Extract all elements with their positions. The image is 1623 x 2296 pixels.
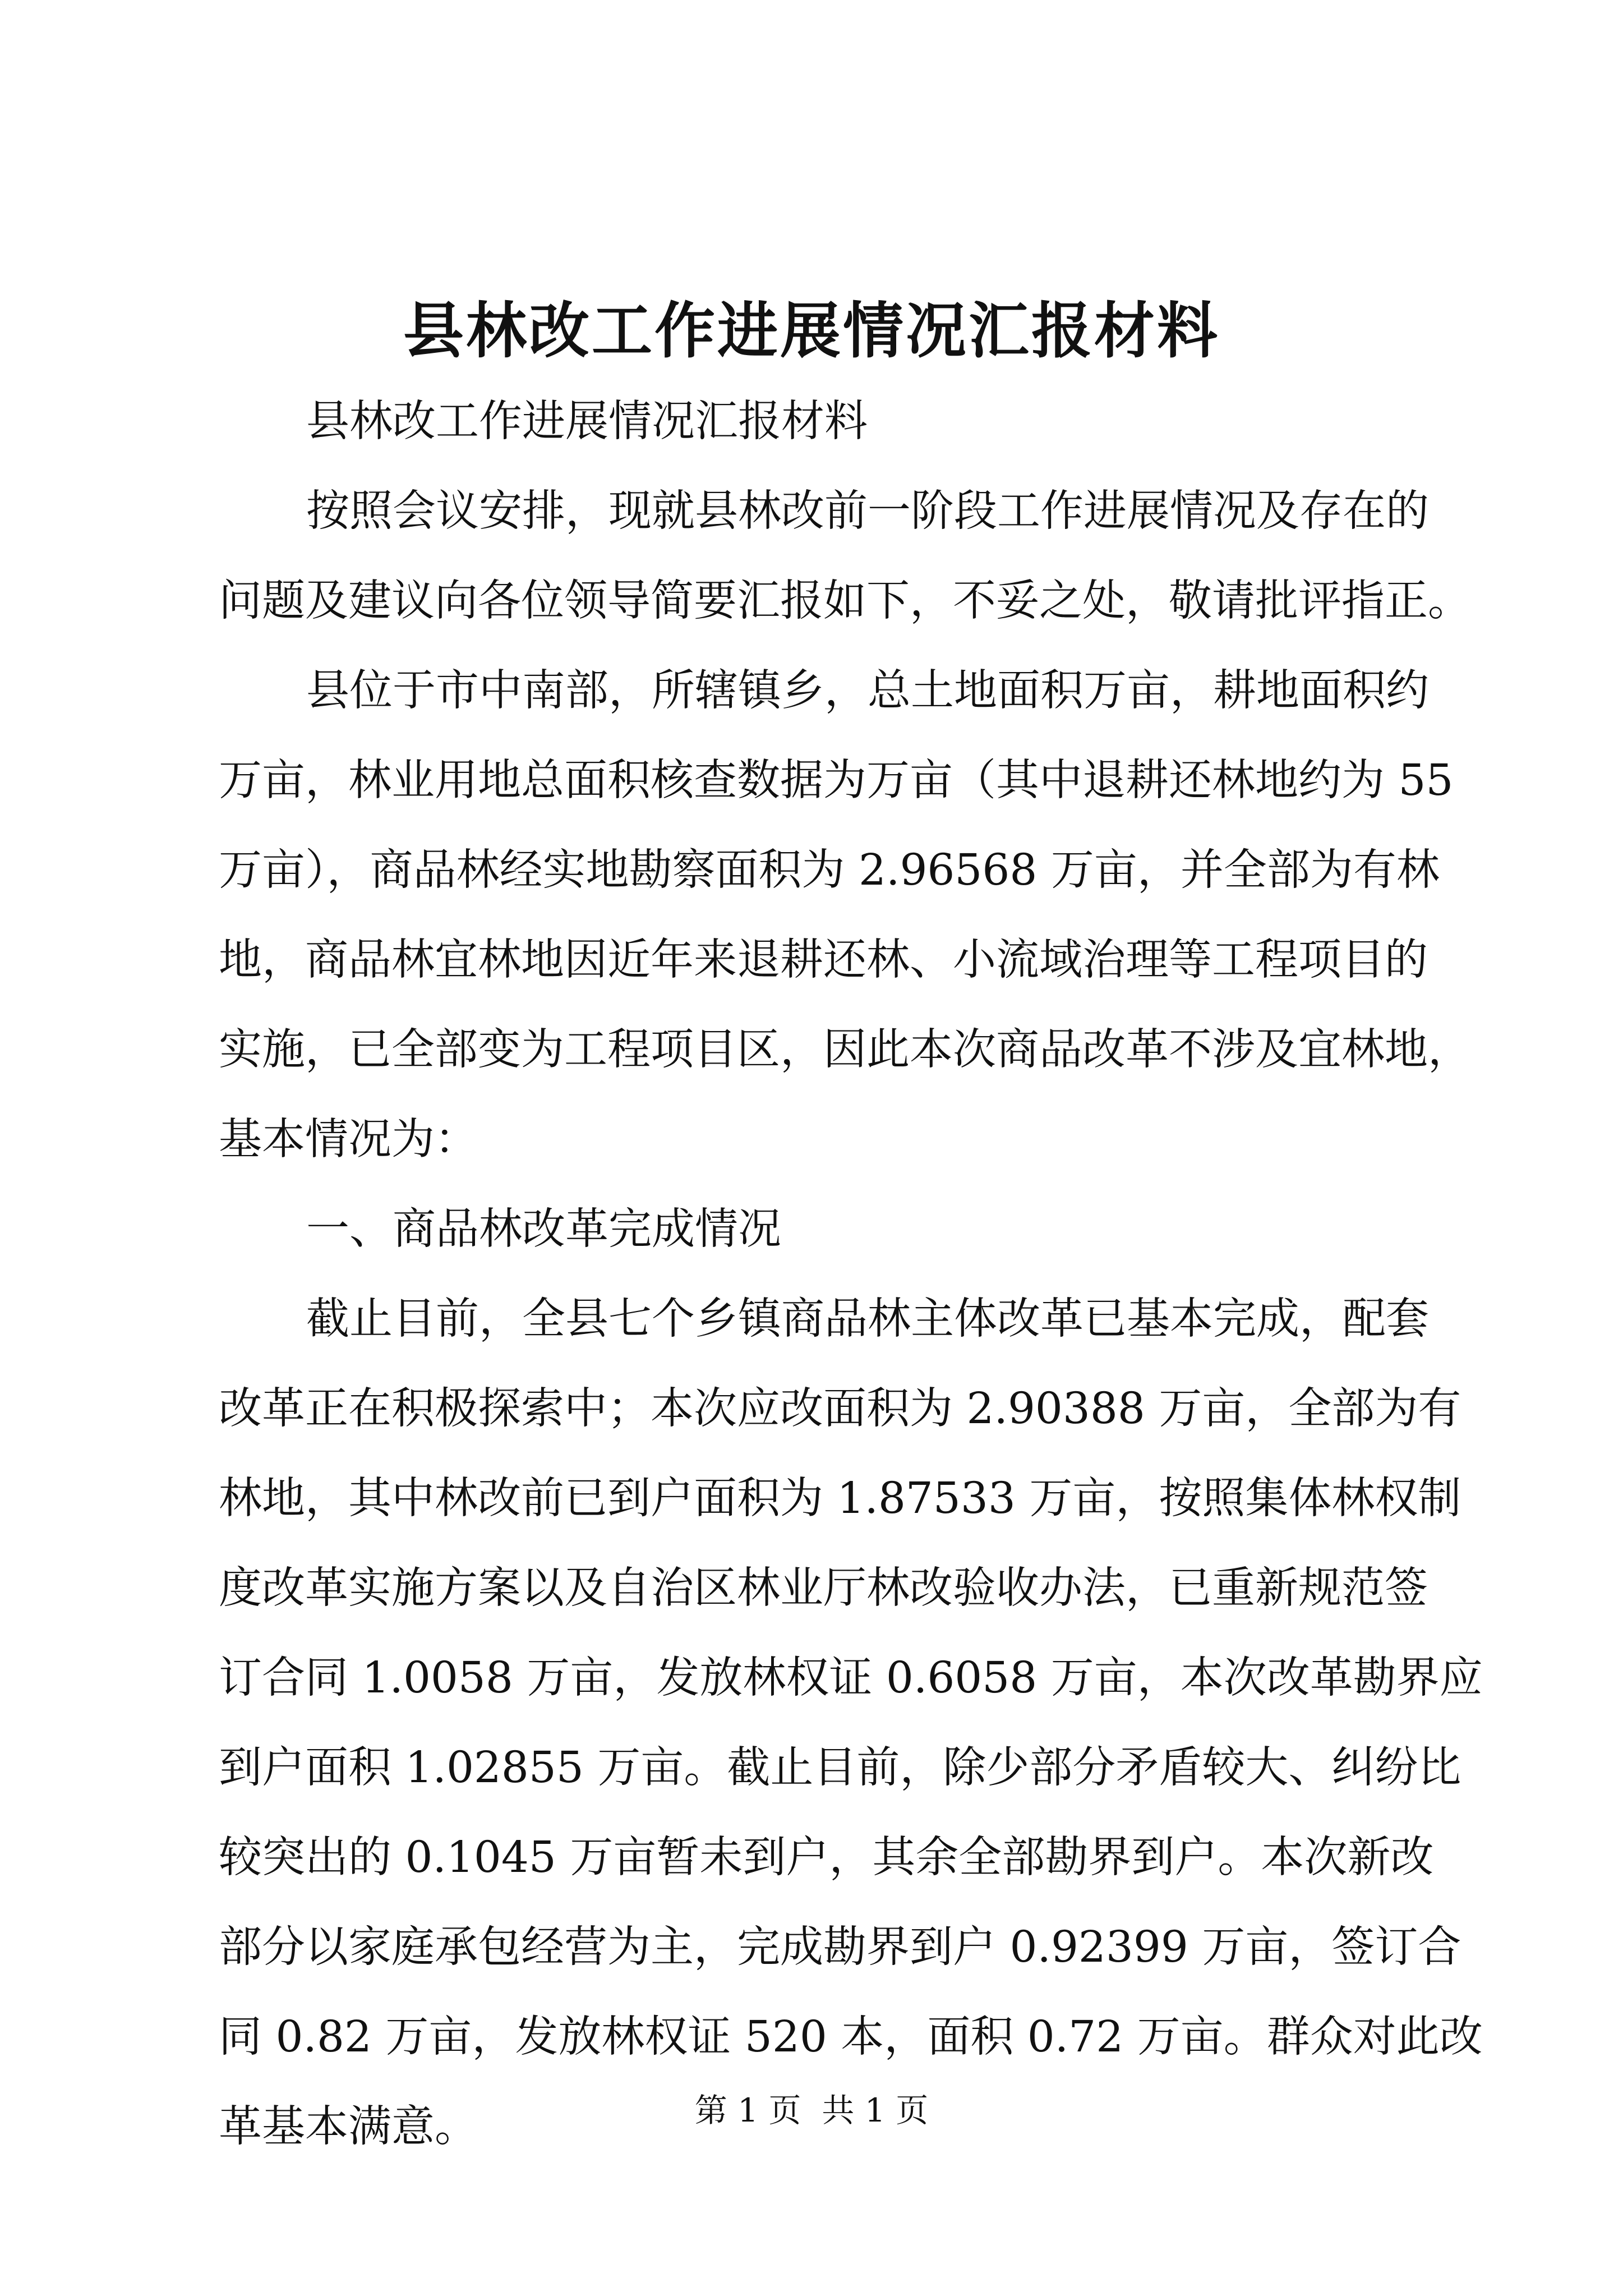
paragraph-line: 部分以家庭承包经营为主，完成勘界到户 0.92399 万亩，签订合 [219, 1922, 1461, 1972]
paragraph-line: 改革正在积极探索中；本次应改面积为 2.90388 万亩，全部为有 [219, 1384, 1461, 1434]
paragraph-line: 地，商品林宜林地因近年来退耕还林、小流域治理等工程项目的 [219, 935, 1428, 985]
paragraph-line: 到户面积 1.02855 万亩。截止目前，除少部分矛盾较大、纠纷比 [219, 1743, 1461, 1793]
document-body [219, 377, 1483, 2172]
paragraph-line: 万亩，林业用地总面积核查数据为万亩（其中退耕还林地约为 55 [219, 756, 1454, 806]
paragraph-line: 度改革实施方案以及自治区林业厅林改验收办法，已重新规范签 [219, 1563, 1428, 1613]
paragraph-line: 问题及建议向各位领导简要汇报如下，不妥之处，敬请批评指正。 [219, 576, 1471, 626]
paragraph-line: 按照会议安排，现就县林改前一阶段工作进展情况及存在的 [306, 486, 1429, 536]
subtitle-line: 县林改工作进展情况汇报材料 [306, 397, 868, 447]
paragraph-line: 实施，已全部变为工程项目区，因此本次商品改革不涉及宜林地， [219, 1025, 1471, 1075]
paragraph-line: 万亩），商品林经实地勘察面积为 2.96568 万亩，并全部为有林 [219, 845, 1440, 895]
section-heading: 一、商品林改革完成情况 [306, 1204, 781, 1254]
paragraph-line: 革基本满意。 [219, 2102, 478, 2152]
page-footer: 第 1 页 共 1 页 [694, 2091, 929, 2129]
paragraph-line: 截止目前，全县七个乡镇商品林主体改革已基本完成，配套 [306, 1294, 1429, 1344]
paragraph-line: 县位于市中南部，所辖镇乡，总土地面积万亩，耕地面积约 [306, 666, 1429, 716]
document-title: 县林改工作进展情况汇报材料 [403, 296, 1220, 366]
paragraph-line: 基本情况为： [219, 1115, 478, 1165]
paragraph-line: 同 0.82 万亩，发放林权证 520 本，面积 0.72 万亩。群众对此改 [219, 2012, 1483, 2062]
paragraph-line: 较突出的 0.1045 万亩暂未到户，其余全部勘界到户。本次新改 [219, 1833, 1434, 1883]
paragraph-line: 订合同 1.0058 万亩，发放林权证 0.6058 万亩，本次改革勘界应 [219, 1653, 1483, 1703]
paragraph-line: 林地，其中林改前已到户面积为 1.87533 万亩，按照集体林权制 [219, 1474, 1461, 1524]
